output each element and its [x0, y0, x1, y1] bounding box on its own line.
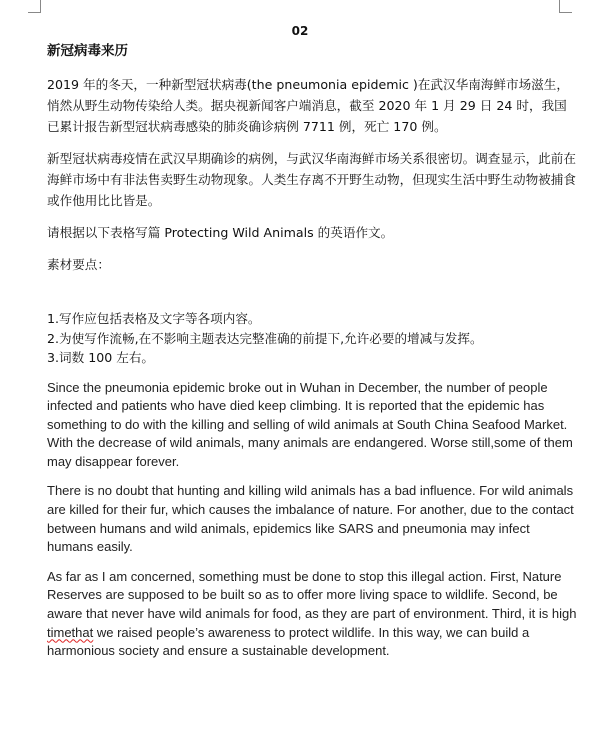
essay-paragraph-3-part-1: As far as I am concerned, something must be done to stop this illegal action. First, Nature Reserves are supposed to be built so as to offer more living space to wildlife. Second, be aware that never have wild animals for food, as they are part of environment. Third, it is high	[47, 568, 577, 622]
requirement-item-3: 3.词数 100 左右。	[47, 350, 155, 365]
essay-paragraph-2: There is no doubt that hunting and killing wild animals has a bad influence. For wild animals are killed for their fur, which causes the imbalance of nature. For another, due to the contact between humans and wild animals, epidemics like SARS and pneumonia may infect humans easily.	[47, 483, 574, 555]
essay-paragraph-3	[47, 568, 577, 661]
essay-paragraph-3-part-2: we raised people’s awareness to protect wildlife. In this way, we can build a harmonious society and ensure a sustainable development.	[47, 624, 530, 659]
requirement-item-2: 2.为使写作流畅,在不影响主题表达完整准确的前提下,允许必要的增减与发挥。	[47, 330, 483, 346]
writing-instruction: 请根据以下表格写篇 Protecting Wild Animals 的英语作文。	[47, 225, 394, 240]
page-corner-mark-left	[28, 0, 41, 13]
requirement-item-1: 1.写作应包括表格及文字等各项内容。	[47, 311, 261, 326]
document-title: 新冠病毒来历	[47, 43, 128, 59]
intro-paragraph-1: 2019 年的冬天，一种新型冠状病毒(the pneumonia epidemic )在武汉华南海鲜市场滋生，悄然从野生动物传染给人类。据央视新闻客户端消息，截至 2020 年 1 月 29 日 24 时，我国已累计报告新型冠状病毒感染的肺炎确诊病例 7711 例，死亡 170 例。	[47, 77, 569, 134]
page-corner-mark-right	[559, 0, 572, 13]
document-body	[47, 40, 577, 661]
page-number: 02	[291, 24, 309, 38]
materials-heading: 素材要点：	[47, 257, 110, 272]
essay-paragraph-1: Since the pneumonia epidemic broke out in Wuhan in December, the number of people infected and patients who have died keep climbing. It is reported that the epidemic has something to do with the killing and selling of wild animals at South China Seafood Market. With the decrease of wild animals, many animals are endangered. Worse still,some of them may disappear forever.	[47, 379, 573, 469]
intro-paragraph-2: 新型冠状病毒疫情在武汉早期确诊的病例，与武汉华南海鲜市场关系很密切。调查显示，此前在海鲜市场中有非法售卖野生动物现象。人类生存离不开野生动物，但现实生活中野生动物被捕食或作他用比比皆是。	[47, 151, 576, 208]
spelling-error-word: timethat	[47, 624, 94, 640]
